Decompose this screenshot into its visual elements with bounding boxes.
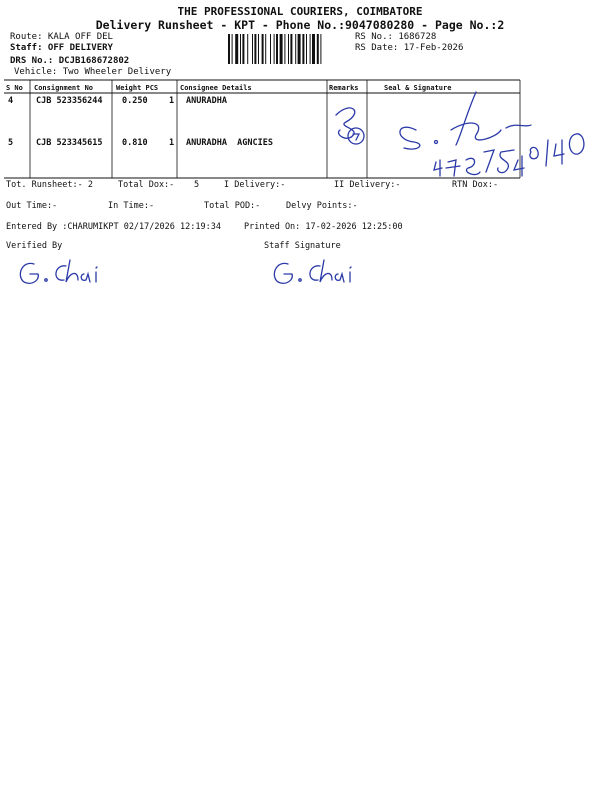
handwritten-seal-signature — [326, 90, 596, 180]
total-pod: Total POD:- — [204, 201, 261, 211]
rs-number: RS No.: 1686728 — [355, 32, 437, 42]
row-1-pcs: 1 — [169, 96, 175, 106]
rtn-dox: RTN Dox:- — [452, 180, 499, 190]
staff-signature-label: Staff Signature — [264, 241, 341, 251]
total-runsheet: Tot. Runsheet:- 2 — [6, 180, 93, 190]
header-remarks: Remarks — [329, 84, 359, 92]
entered-by: Entered By :CHARUMIKPT 02/17/2026 12:19:34 — [6, 222, 221, 232]
i-delivery: I Delivery:- — [224, 180, 286, 190]
row-2-consignment: CJB 523345615 — [36, 138, 103, 148]
out-time: Out Time:- — [6, 201, 58, 211]
delvy-points: Delvy Points:- — [286, 201, 358, 211]
header-consignment: Consignment No — [34, 84, 94, 92]
header-sno: S No — [6, 84, 23, 92]
printed-on: Printed On: 17-02-2026 12:25:00 — [244, 222, 403, 232]
ii-delivery: II Delivery:- — [334, 180, 401, 190]
rs-date: RS Date: 17-Feb-2026 — [355, 43, 464, 53]
header-consignee: Consignee Details — [180, 84, 252, 92]
header-seal-signature: Seal & Signature — [384, 84, 452, 92]
row-1-consignee: ANURADHA — [186, 96, 227, 106]
row-2-sno: 5 — [8, 138, 14, 148]
staff-signature — [268, 256, 363, 288]
verified-signature — [14, 256, 109, 288]
row-1-sno: 4 — [8, 96, 14, 106]
row-2-weight: 0.810 — [122, 138, 148, 148]
header-weight-pcs: Weight PCS — [116, 84, 159, 92]
row-2-consignee: ANURADHA AGNCIES — [186, 138, 273, 148]
staff-label: Staff: OFF DELIVERY — [10, 43, 113, 53]
total-dox-label: Total Dox:- — [118, 180, 175, 190]
verified-by-label: Verified By — [6, 241, 63, 251]
route-label: Route: KALA OFF DEL — [10, 32, 113, 42]
in-time: In Time:- — [108, 201, 155, 211]
row-1-weight: 0.250 — [122, 96, 148, 106]
runsheet-subtitle: Delivery Runsheet - KPT - Phone No.:9047080280 - Page No.:2 — [95, 18, 505, 32]
company-title: THE PROFESSIONAL COURIERS, COIMBATORE — [177, 5, 423, 18]
row-1-consignment: CJB 523356244 — [36, 96, 103, 106]
vehicle-label: Vehicle: Two Wheeler Delivery — [14, 67, 172, 77]
total-dox-count: 5 — [194, 180, 200, 190]
drs-number: DRS No.: DCJB168672802 — [10, 56, 130, 66]
row-2-pcs: 1 — [169, 138, 175, 148]
